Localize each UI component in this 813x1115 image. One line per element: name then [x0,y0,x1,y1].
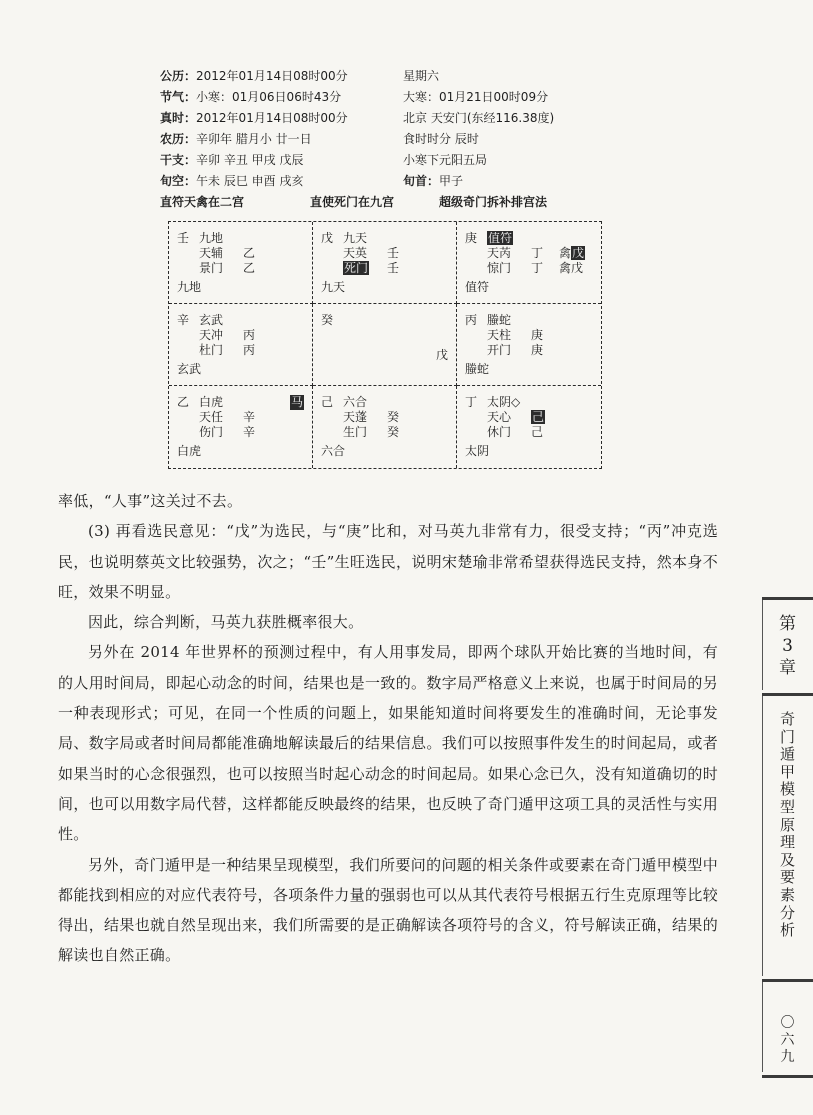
palace-star: 天蓬 [343,410,368,424]
zhifu-text: 直符天禽在二宫 [160,195,245,209]
palace-cell [457,222,601,304]
title-char: 理 [779,833,795,852]
header-right-label: 旬首： [403,174,440,188]
palace-bottom-label: 玄武 [177,362,202,376]
palace-star-stem: 丁 [531,246,544,260]
paragraph: 另外在 2014 年世界杯的预测过程中，有人用事发局，即两个球队开始比赛的当地时间，有的人用时间局，即起心动念的时间，结果也是一致的。数字局严格意义上来说，也属于时间局的另一种表现形式；可见，在同一个性质的问题上，如果能知道时间将要发生的准确时间，无论事发局、数字局或者时间局都能准确地解读最后的结果信息。我们可以按照事件发生的时间起局，或者如果当时的心念很强烈，也可以按照当时起心动念的时间起局。如果心念已久，没有知道确切的时间，也可以用数字局代替，这样都能反映最终的结果，也反映了奇门遁甲这项工具的灵活性与实用性。 [58,643,718,844]
title-char: 型 [779,797,795,816]
header-value: 2012年01月14日08时00分 [196,111,348,125]
tab-divider [762,1075,813,1078]
palace-star: 天英 [343,246,368,260]
palace-star-stem: 乙 [243,246,256,260]
header-right-value [403,171,463,192]
palace-cell [169,304,313,386]
header-right-value: 北京 天安门(东经116.38度) [403,111,555,125]
header-label: 旬空： [160,174,197,188]
palace-bottom-label: 值符 [465,280,490,294]
paragraph: 因此，综合判断，马英九获胜概率很大。 [88,613,364,632]
palace-god-highlight: 值符 [488,231,513,245]
palace-god: 螣蛇 [487,313,512,327]
palace-star: 天芮 [487,246,512,260]
header-label: 干支： [160,153,197,167]
header-right-text: 甲子 [439,174,464,188]
header-value: 辛卯年 腊月小 廿一日 [196,132,312,146]
palace-door-stem: 己 [531,425,544,439]
header-row-solar-term [160,87,630,108]
palace-stem: 癸 [321,313,334,327]
palace-stem: 戊 [321,231,334,245]
palace-bottom-label: 六合 [321,444,346,458]
palace-door: 休门 [487,425,512,439]
header-label: 真时： [160,111,197,125]
palace-door-stem: 乙 [243,261,256,275]
header-value: 辛卯 辛丑 甲戌 戊辰 [196,153,304,167]
chapter-char: 第 [779,614,796,634]
header-right-value: 星期六 [403,69,440,83]
chapter-tab [762,597,813,1107]
header-row-xunkong [160,171,630,192]
palace-cell [313,222,457,304]
palace-star: 天心 [487,410,512,424]
palace-door: 景门 [199,261,224,275]
qimen-palace-grid [168,221,602,469]
title-char: 素 [779,885,795,904]
header-row-lunar [160,129,630,150]
title-char: 甲 [779,762,795,781]
body-text [58,486,718,971]
chapter-char: 3 [782,636,793,656]
palace-door-stem: 庚 [531,343,544,357]
palace-star-stem: 壬 [387,246,400,260]
title-char: 及 [779,850,795,869]
palace-god: 玄武 [199,313,224,327]
palace-god: 九天 [343,231,368,245]
palace-star: 天任 [199,410,224,424]
palace-star-stem: 辛 [243,410,256,424]
header-label: 农历： [160,132,197,146]
palace-god: 六合 [343,395,368,409]
palace-bottom-label: 螣蛇 [465,362,490,376]
palace-cell [169,386,313,468]
palace-cell [457,304,601,386]
palace-cell [457,386,601,468]
palace-bottom-label: 白虎 [177,444,202,458]
method-text: 超级奇门拆补排宫法 [439,195,548,209]
palace-god: 白虎 [199,395,224,409]
palace-cell-center [313,304,457,386]
palace-star: 天辅 [199,246,224,260]
palace-door-stem: 丁 [531,261,544,275]
header-value: 2012年01月14日08时00分 [196,69,348,83]
palace-stem: 丁 [465,395,478,409]
header-value: 小寒：01月06日06时43分 [196,90,342,104]
palace-door-stem: 癸 [387,425,400,439]
page-number [762,1015,813,1066]
page-number-char: 九 [780,1049,795,1065]
chapter-number [762,613,813,679]
header-value: 午未 辰巳 申酉 戌亥 [196,174,304,188]
palace-door: 开门 [487,343,512,357]
title-char: 遁 [779,745,795,764]
palace-bottom-label: 九地 [177,280,202,294]
tab-divider [762,979,813,982]
title-char: 门 [779,727,795,746]
header-row-true-time [160,108,630,129]
header-right-value: 小寒下元阳五局 [403,153,488,167]
palace-god: 太阴◇ [487,395,521,409]
page-number-char: 〇 [780,1015,795,1031]
horse-star-mark: 马 [290,395,303,409]
header-summary-line [160,192,630,213]
palace-stem: 乙 [177,395,190,409]
title-char: 模 [779,780,795,799]
chart-header [160,66,630,213]
header-right-value: 大寒：01月21日00时09分 [403,90,549,104]
palace-bottom-label: 太阴 [465,444,490,458]
palace-door: 伤门 [199,425,224,439]
tab-divider [762,693,813,696]
zhishi-text: 直使死门在九宫 [310,195,395,209]
tab-divider [762,597,813,600]
chapter-title [762,711,813,940]
title-char: 奇 [779,710,795,728]
palace-cell [169,222,313,304]
palace-star-stem: 庚 [531,328,544,342]
header-right-value: 食时时分 辰时 [403,132,479,146]
palace-door: 生门 [343,425,368,439]
palace-stem: 辛 [177,313,190,327]
palace-door-highlight: 死门 [344,261,369,275]
page-number-char: 六 [780,1032,795,1048]
palace-door: 惊门 [487,261,512,275]
palace-star: 天柱 [487,328,512,342]
title-char: 分 [779,903,795,922]
palace-door-extra: 禽戊 [559,261,584,275]
header-row-ganzhi [160,150,630,171]
palace-bottom-label: 九天 [321,280,346,294]
palace-star: 天冲 [199,328,224,342]
palace-door-stem: 辛 [243,425,256,439]
palace-star-extra: 禽 [559,246,572,260]
palace-door-stem: 丙 [243,343,256,357]
header-row-gregorian [160,66,630,87]
palace-cell [313,386,457,468]
palace-stem: 丙 [465,313,478,327]
palace-stem: 壬 [177,231,190,245]
paragraph: 另外，奇门遁甲是一种结果呈现模型，我们所要问的问题的相关条件或要素在奇门遁甲模型中都能找到相应的对应代表符号，各项条件力量的强弱也可以从其代表符号根据五行生克原理等比较得出，结果也就自然呈现出来，我们所需要的是正确解读各项符号的含义，符号解读正确，结果的解读也自然正确。 [58,855,718,965]
palace-center-right-stem: 戊 [435,348,448,362]
chapter-char: 章 [779,658,796,678]
palace-stem: 己 [321,395,334,409]
palace-god: 九地 [199,231,224,245]
palace-door-stem: 壬 [387,261,400,275]
title-char: 要 [779,868,795,887]
paragraph: 率低，“人事”这关过不去。 [58,492,243,510]
title-char: 原 [779,815,795,834]
palace-star-extra-highlight: 戊 [572,246,585,260]
header-label: 公历： [160,69,197,83]
header-label: 节气： [160,90,197,104]
palace-star-stem: 癸 [387,410,400,424]
paragraph: (3) 再看选民意见：“戊”为选民，与“庚”比和，对马英九非常有力，很受支持；“丙”冲克选民，也说明蔡英文比较强势，次之；“壬”生旺选民，说明宋楚瑜非常希望获得选民支持，然本身不旺，效果不明显。 [58,522,718,601]
title-char: 析 [779,921,795,940]
palace-star-stem-highlight: 己 [532,410,545,424]
palace-stem: 庚 [465,231,478,245]
palace-door: 杜门 [199,343,224,357]
palace-star-stem: 丙 [243,328,256,342]
